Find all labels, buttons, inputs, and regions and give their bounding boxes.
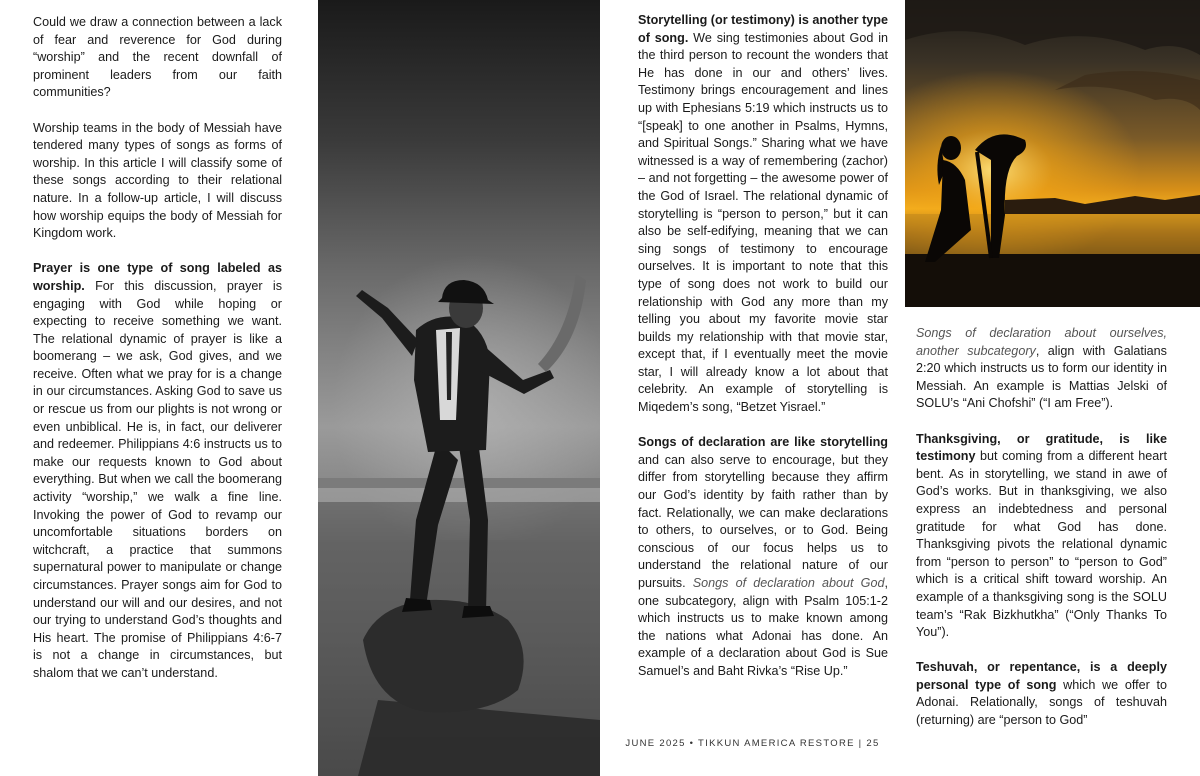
storytelling-heading: Storytelling (or testimony) is another type of song. [638,13,888,45]
article-column-1 [33,14,282,683]
prayer-heading: Prayer is one type of song labeled as worship. [33,261,282,293]
boomerang-photo [318,0,600,776]
thanksgiving-text: but coming from a different heart bent. As in storytelling, we stand in awe of God’s works. But in thanksgiving, we also express an indebtedness and personal gratitude for what God has done. Thanksgiving pivots the relational dynamic from “person to person” to “person to God” which is a critical shift toward worship. An example of a thanksgiving song is the SOLU team’s “Rak Bizkhutkha” (“Only Thanks To You”). [916,449,1167,640]
teshuvah-heading: Teshuvah, or repentance, is a deeply personal type of song [916,660,1167,692]
declaration-subcategory: Songs of declaration about God [692,576,885,590]
prayer-paragraph [33,260,282,682]
boomerang-man-illustration [318,0,600,776]
harp-sunset-photo [905,0,1200,307]
storytelling-text: We sing testimonies about God in the third person to recount the wonders that He has done in our and others’ lives. Testimony brings encouragement and lines up with Ephesians 5:19 which instructs us to “[speak] to one another in Psalms, Hymns, and Spiritual Songs.” Sharing what we have witnessed is a way of remembering (zachor) – and not forgetting – the awesome power of the God of Israel. The relational dynamic of storytelling is “person to person,” but it can also be self-edifying, meaning that we can sing songs of testimony to encourage ourselves. It is important to note that this type of song does not work to build our relationship with God any more than my telling you about my favorite movie star builds my relationship with that movie star, except that, if I eventually meet the movie star, I will already know a lot about that celebrity. An example of storytelling is Miqedem’s song, “Betzet Yisrael.” [638,30,889,415]
declaration-text-2: , one subcategory, align with Psalm 105:1-2 which instructs us to make known among the nations what Adonai has done. An example of a declaration about God is Sue Samuel’s and Baht Rivka’s “Rise Up.” [638,576,888,678]
intro-paragraph: Could we draw a connection between a lack of fear and reverence for God during “worship” and the recent downfall of prominent leaders from our faith communities? [33,15,282,100]
article-column-3 [916,325,1167,730]
teshuvah-paragraph [916,659,1167,729]
overview-paragraph: Worship teams in the body of Messiah have tendered many types of songs as forms of worship. In this article I will classify some of these songs according to their relational nature. In a follow-up article, I will discuss how worship equips the body of Messiah for Kingdom work. [33,120,282,241]
declaration-ourselves-paragraph [916,325,1167,413]
declaration-text: and can also serve to encourage, but they differ from storytelling because they affirm our God’s identity by faith rather than by fact. Relationally, we can make declarations to others, to ourselves, or to God. Being conscious of our focus helps us to understand the relational nature of our pursuits. [638,452,888,590]
declaration-heading: Songs of declaration are like storytelling [638,435,888,450]
declaration-ourselves-text: , align with Galatians 2:20 which instructs us to form our identity in Messiah. An example is Mattias Jelski of SOLU’s “Ani Chofshi” (“I am Free”). [916,343,1167,411]
storytelling-paragraph [638,12,888,417]
page-footer: JUNE 2025 • TIKKUN AMERICA RESTORE | 25 [625,738,880,749]
declaration-ourselves-subcategory: Songs of declaration about ourselves, another subcategory [916,326,1167,358]
article-column-2 [638,12,888,681]
declaration-paragraph [638,434,888,680]
prayer-text: For this discussion, prayer is engaging with God while hoping or expecting to receive something we want. The relational dynamic of prayer is like a boomerang – we ask, God gives, and we receive. Often what we pray for is a change in our circumstances. Asking God to save us or rescue us from our plights is not wrong or even unbiblical. He is, in fact, our deliverer and redeemer. Philippians 4:6 instructs us to make our requests known to God about everything. But when we call the boomerang activity “worship,” we walk a fine line. Invoking the power of God to revamp our uncomfortable situations borders on witchcraft, a practice that summons supernatural power to manipulate or change circumstances. Prayer songs aim for God to understand our will and our desires, and not our trying to understand God’s thoughts and His heart. The promise of Philippians 4:6-7 is not a change in circumstances, but shalom that we can’t understand. [33,278,282,680]
harp-silhouette-illustration [905,0,1200,307]
thanksgiving-paragraph [916,431,1167,642]
teshuvah-text: which we offer to Adonai. Relationally, songs of teshuvah (returning) are “person to God” [916,677,1167,728]
thanksgiving-heading: Thanksgiving, or gratitude, is like testimony [916,431,1167,464]
